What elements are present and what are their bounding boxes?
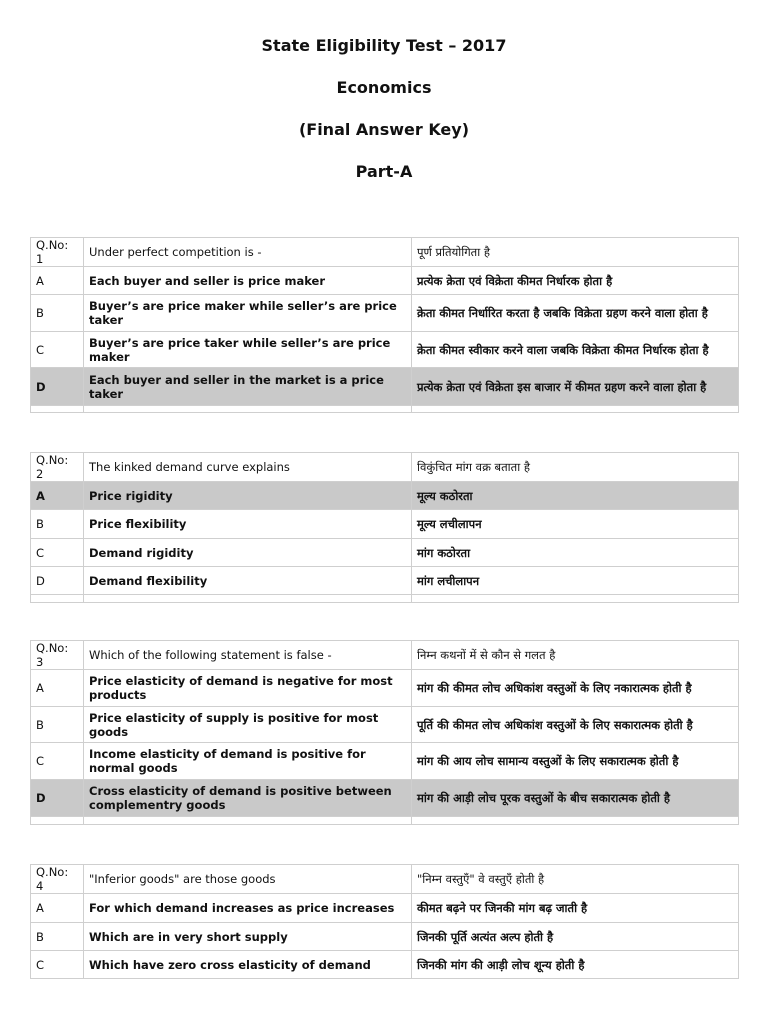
option-text-hi: पूर्ति की कीमत लोच अधिकांश वस्तुओं के लिए सकारात्मक होती है xyxy=(412,707,739,743)
question-row xyxy=(31,865,739,894)
option-label: A xyxy=(31,482,84,510)
option-label: A xyxy=(31,267,84,295)
spacer-row xyxy=(31,406,739,413)
option-text-hi: मांग की कीमत लोच अधिकांश वस्तुओं के लिए नकारात्मक होती है xyxy=(412,670,739,707)
option-row xyxy=(31,670,739,707)
option-text-hi: मूल्य कठोरता xyxy=(412,482,739,510)
option-text-en: Price rigidity xyxy=(84,482,412,510)
option-text-en: Buyer’s are price taker while seller’s are price maker xyxy=(84,332,412,368)
option-text-en: Each buyer and seller is price maker xyxy=(84,267,412,295)
exam-title: State Eligibility Test – 2017 xyxy=(261,36,507,55)
option-text-en: Cross elasticity of demand is positive between complementry goods xyxy=(84,780,412,817)
question-table-1 xyxy=(30,237,739,413)
option-text-hi: मांग की आड़ी लोच पूरक वस्तुओं के बीच सकारात्मक होती है xyxy=(412,780,739,817)
option-text-en: For which demand increases as price increases xyxy=(84,894,412,923)
option-text-hi: जिनकी मांग की आड़ी लोच शून्य होती है xyxy=(412,951,739,979)
correct-option-row xyxy=(31,482,739,510)
option-text-hi: मांग की आय लोच सामान्य वस्तुओं के लिए सकारात्मक होती है xyxy=(412,743,739,780)
question-number: Q.No: 2 xyxy=(31,453,84,482)
option-text-en: Income elasticity of demand is positive for normal goods xyxy=(84,743,412,780)
option-text-hi: प्रत्येक क्रेता एवं विक्रेता इस बाजार में कीमत ग्रहण करने वाला होता है xyxy=(412,368,739,406)
answer-key-title: (Final Answer Key) xyxy=(298,120,470,139)
option-text-en: Price elasticity of supply is positive for most goods xyxy=(84,707,412,743)
option-text-hi: मांग कठोरता xyxy=(412,539,739,567)
option-text-en: Price flexibility xyxy=(84,510,412,539)
option-label: B xyxy=(31,510,84,539)
option-label: A xyxy=(31,894,84,923)
option-row xyxy=(31,951,739,979)
question-text-en: Which of the following statement is false - xyxy=(84,641,412,670)
option-label: A xyxy=(31,670,84,707)
option-row xyxy=(31,923,739,951)
option-text-en: Which are in very short supply xyxy=(84,923,412,951)
option-row xyxy=(31,295,739,332)
option-text-hi: जिनकी पूर्ति अत्यंत अल्प होती है xyxy=(412,923,739,951)
option-text-en: Demand rigidity xyxy=(84,539,412,567)
option-row xyxy=(31,332,739,368)
option-text-hi: क्रेता कीमत निर्धारित करता है जबकि विक्रेता ग्रहण करने वाला होता है xyxy=(412,295,739,332)
subject-title: Economics xyxy=(336,78,432,97)
option-row xyxy=(31,743,739,780)
option-label: B xyxy=(31,923,84,951)
spacer-row xyxy=(31,817,739,825)
option-text-hi: मांग लचीलापन xyxy=(412,567,739,595)
option-row xyxy=(31,539,739,567)
option-label: C xyxy=(31,743,84,780)
option-label: D xyxy=(31,567,84,595)
question-row xyxy=(31,453,739,482)
question-table-3 xyxy=(30,640,739,825)
question-text-en: The kinked demand curve explains xyxy=(84,453,412,482)
question-row xyxy=(31,641,739,670)
question-row xyxy=(31,238,739,267)
question-table-2 xyxy=(30,452,739,603)
question-table-4 xyxy=(30,864,739,979)
option-text-en: Demand flexibility xyxy=(84,567,412,595)
option-label: C xyxy=(31,951,84,979)
spacer-row xyxy=(31,595,739,603)
question-number: Q.No: 4 xyxy=(31,865,84,894)
option-row xyxy=(31,894,739,923)
correct-option-row xyxy=(31,368,739,406)
option-label: B xyxy=(31,295,84,332)
option-label: B xyxy=(31,707,84,743)
option-label: C xyxy=(31,332,84,368)
option-text-en: Buyer’s are price maker while seller’s are price taker xyxy=(84,295,412,332)
option-row xyxy=(31,510,739,539)
option-text-hi: क्रेता कीमत स्वीकार करने वाला जबकि विक्रेता कीमत निर्धारक होता है xyxy=(412,332,739,368)
option-label: C xyxy=(31,539,84,567)
question-text-hi: पूर्ण प्रतियोगिता है xyxy=(412,238,739,267)
option-row xyxy=(31,267,739,295)
option-row xyxy=(31,567,739,595)
question-number: Q.No: 3 xyxy=(31,641,84,670)
option-text-hi: प्रत्येक क्रेता एवं विक्रेता कीमत निर्धारक होता है xyxy=(412,267,739,295)
option-text-en: Each buyer and seller in the market is a price taker xyxy=(84,368,412,406)
option-text-en: Which have zero cross elasticity of demand xyxy=(84,951,412,979)
option-text-hi: मूल्य लचीलापन xyxy=(412,510,739,539)
option-row xyxy=(31,707,739,743)
option-label: D xyxy=(31,368,84,406)
option-text-en: Price elasticity of demand is negative for most products xyxy=(84,670,412,707)
option-text-hi: कीमत बढ़ने पर जिनकी मांग बढ़ जाती है xyxy=(412,894,739,923)
question-text-hi: "निम्न वस्तुएँ" वे वस्तुएँ होती है xyxy=(412,865,739,894)
question-text-en: Under perfect competition is - xyxy=(84,238,412,267)
option-label: D xyxy=(31,780,84,817)
question-text-hi: निम्न कथनों में से कौन से गलत है xyxy=(412,641,739,670)
question-text-hi: विकुंचित मांग वक्र बताता है xyxy=(412,453,739,482)
question-text-en: "Inferior goods" are those goods xyxy=(84,865,412,894)
part-title: Part-A xyxy=(355,162,413,181)
question-number: Q.No: 1 xyxy=(31,238,84,267)
correct-option-row xyxy=(31,780,739,817)
